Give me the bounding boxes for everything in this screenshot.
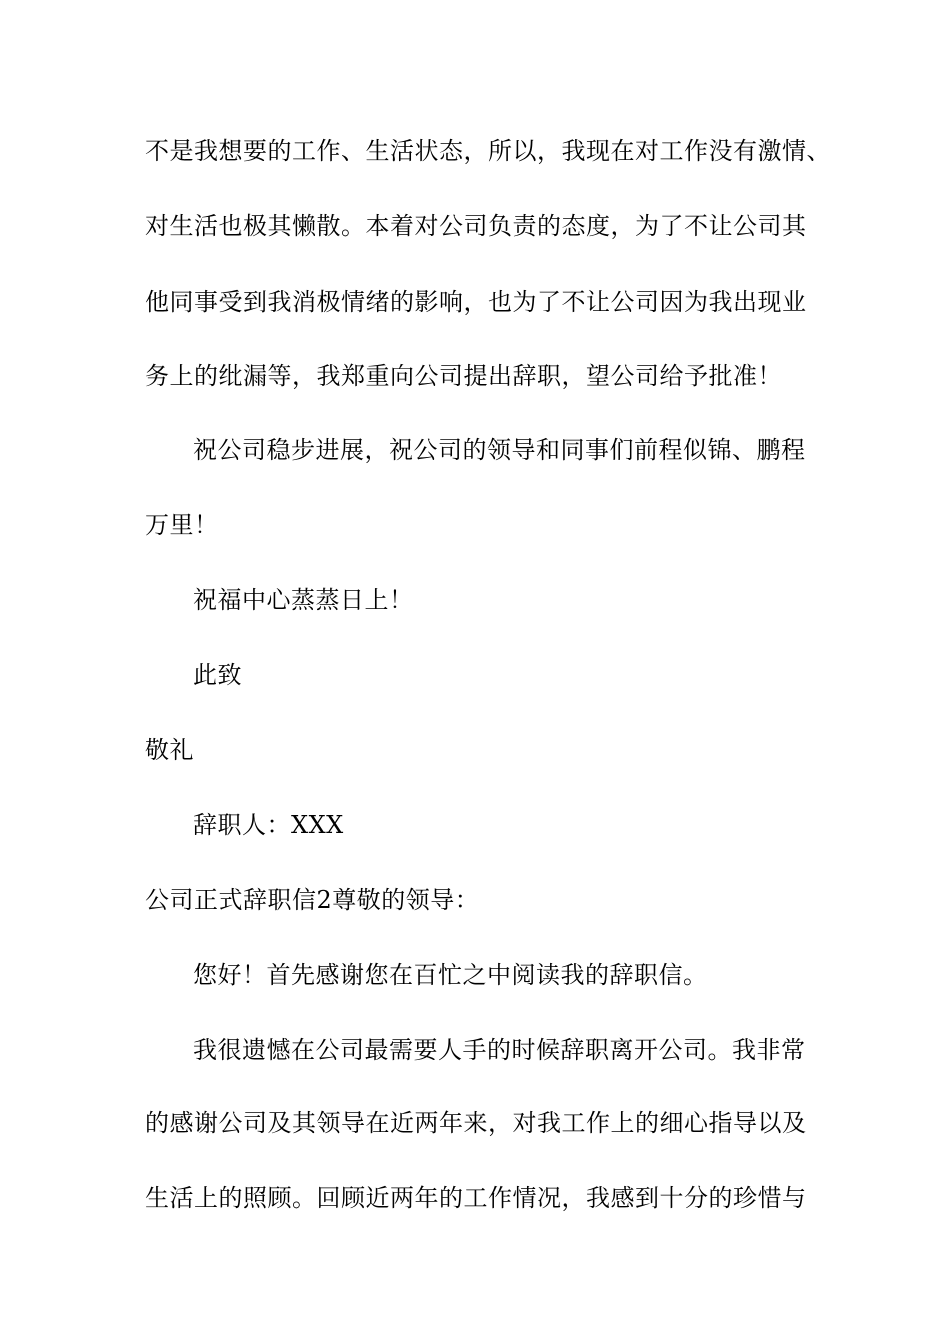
closing-wish: 祝福中心蒸蒸日上！ — [193, 586, 414, 614]
letter-heading: 公司正式辞职信2尊敬的领导： — [145, 886, 480, 914]
paragraph-first-line: 我很遗憾在公司最需要人手的时候辞职离开公司。我非常 — [193, 1036, 806, 1064]
signature-line: 辞职人：XXX — [193, 811, 344, 839]
closing-regards: 敬礼 — [145, 736, 194, 764]
text-line: 万里！ — [145, 511, 219, 539]
text-line: 务上的纰漏等，我郑重向公司提出辞职，望公司给予批准！ — [145, 362, 782, 390]
greeting-line: 您好！首先感谢您在百忙之中阅读我的辞职信。 — [193, 961, 708, 989]
closing-salutation: 此致 — [193, 661, 242, 689]
text-line: 他同事受到我消极情绪的影响，也为了不让公司因为我出现业 — [145, 288, 807, 316]
text-line: 的感谢公司及其领导在近两年来，对我工作上的细心指导以及 — [145, 1109, 807, 1137]
paragraph-first-line: 祝公司稳步进展，祝公司的领导和同事们前程似锦、鹏程 — [193, 436, 806, 464]
text-line: 对生活也极其懒散。本着对公司负责的态度，为了不让公司其 — [145, 212, 807, 240]
text-line: 生活上的照顾。回顾近两年的工作情况，我感到十分的珍惜与 — [145, 1184, 807, 1212]
text-line: 不是我想要的工作、生活状态，所以，我现在对工作没有激情、 — [145, 137, 831, 165]
